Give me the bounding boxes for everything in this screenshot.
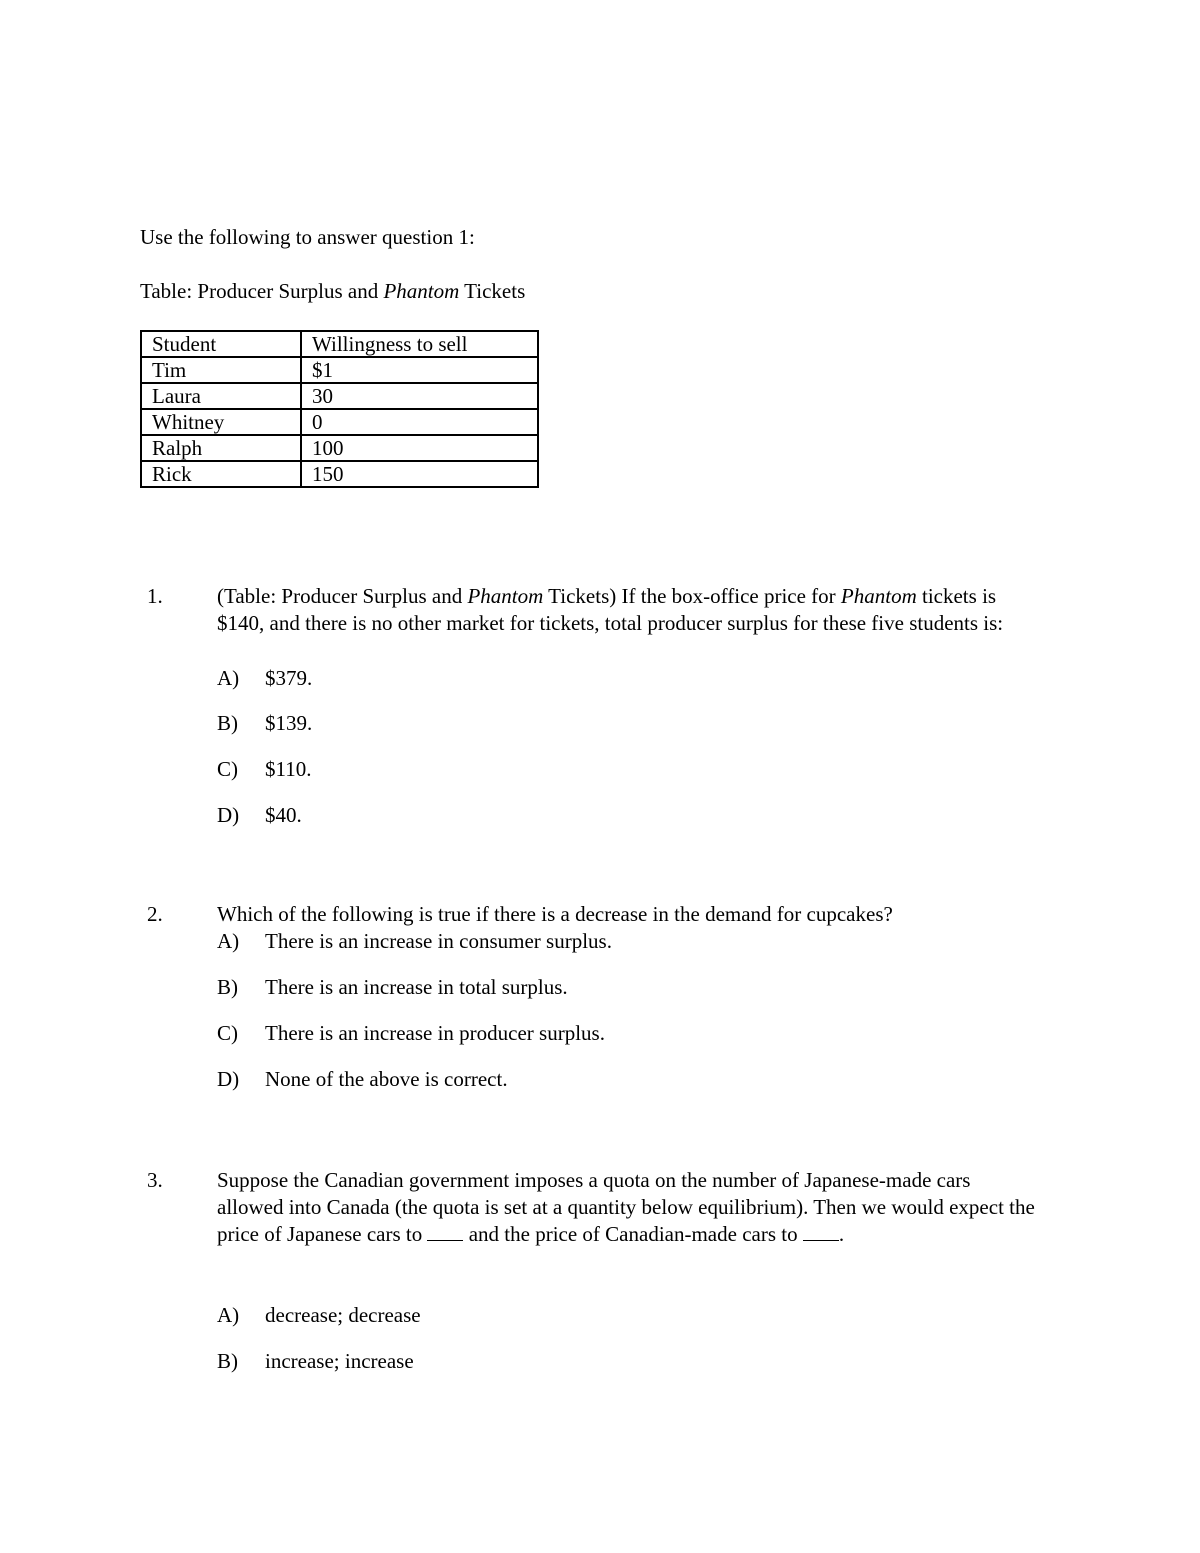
table-row: [141, 383, 538, 409]
table-cell-student: Ralph: [141, 435, 301, 461]
table-row: [141, 435, 538, 461]
table-cell-willingness: 150: [301, 461, 538, 487]
producer-surplus-table: [140, 330, 539, 488]
table-cell-student: Whitney: [141, 409, 301, 435]
answer-option-b[interactable]: [217, 974, 568, 1001]
question-stem: [217, 583, 1042, 637]
option-letter: A): [217, 929, 240, 953]
option-text: There is an increase in producer surplus.: [265, 1021, 605, 1045]
table-title-prefix: Table: Producer Surplus and: [140, 279, 384, 303]
option-text: There is an increase in total surplus.: [265, 975, 568, 999]
answer-option-a[interactable]: [217, 665, 312, 692]
table-cell-student: Tim: [141, 357, 301, 383]
intro-text: Use the following to answer question 1:: [140, 225, 475, 249]
question-number: 1.: [147, 584, 163, 608]
table-cell-student: Rick: [141, 461, 301, 487]
table-cell-willingness: 0: [301, 409, 538, 435]
answer-option-c[interactable]: [217, 1020, 605, 1047]
table-cell-willingness: $1: [301, 357, 538, 383]
answer-option-a[interactable]: [217, 928, 612, 955]
stem-italic: Phantom: [840, 584, 917, 608]
option-letter: D): [217, 803, 240, 827]
table-row: [141, 357, 538, 383]
option-text: decrease; decrease: [265, 1303, 421, 1327]
table-title-italic: Phantom: [383, 279, 460, 303]
stem-text: Suppose the Canadian government imposes a quota on the number of Japanese-made cars allowed into Canada (the quota is set at a quantity below equilibrium). Then we would expect the price of Japanese cars to: [217, 1168, 1035, 1246]
answer-option-b[interactable]: [217, 710, 312, 737]
table-cell-willingness: 30: [301, 383, 538, 409]
stem-text: (Table: Producer Surplus and: [217, 584, 468, 608]
option-letter: A): [217, 1303, 240, 1327]
table-cell-willingness: 100: [301, 435, 538, 461]
table-header-willingness: Willingness to sell: [301, 331, 538, 357]
answer-option-a[interactable]: [217, 1302, 421, 1329]
table-row: [141, 461, 538, 487]
answer-option-d[interactable]: [217, 802, 302, 829]
table-title: [140, 278, 525, 304]
option-text: There is an increase in consumer surplus.: [265, 929, 612, 953]
option-letter: D): [217, 1067, 240, 1091]
stem-italic: Phantom: [467, 584, 544, 608]
answer-option-c[interactable]: [217, 756, 311, 783]
stem-text: Tickets) If the box-office price for: [543, 584, 841, 608]
option-letter: C): [217, 757, 238, 781]
stem-text: tickets is $140, and there is no other market for tickets, total producer surplus for these five students is:: [217, 584, 1004, 635]
question-stem: Which of the following is true if there is a decrease in the demand for cupcakes?: [217, 902, 893, 926]
option-text: $110.: [265, 757, 312, 781]
answer-option-d[interactable]: [217, 1066, 508, 1093]
question-number: 3.: [147, 1168, 163, 1192]
option-text: $139.: [265, 711, 313, 735]
table-row: [141, 409, 538, 435]
option-letter: B): [217, 711, 238, 735]
answer-option-b[interactable]: [217, 1348, 414, 1375]
table-header-student: Student: [141, 331, 301, 357]
question-stem: [217, 1167, 1042, 1248]
option-text: None of the above is correct.: [265, 1067, 508, 1091]
question-number: 2.: [147, 902, 163, 926]
answer-blank: [803, 1222, 839, 1241]
option-text: increase; increase: [265, 1349, 414, 1373]
option-text: $379.: [265, 666, 313, 690]
table-title-suffix: Tickets: [459, 279, 526, 303]
option-letter: A): [217, 666, 240, 690]
table-cell-student: Laura: [141, 383, 301, 409]
option-letter: B): [217, 975, 238, 999]
option-letter: C): [217, 1021, 238, 1045]
stem-text: .: [838, 1222, 845, 1246]
table-header-row: [141, 331, 538, 357]
option-letter: B): [217, 1349, 238, 1373]
option-text: $40.: [265, 803, 302, 827]
stem-text: and the price of Canadian-made cars to: [463, 1222, 803, 1246]
answer-blank: [427, 1222, 463, 1241]
